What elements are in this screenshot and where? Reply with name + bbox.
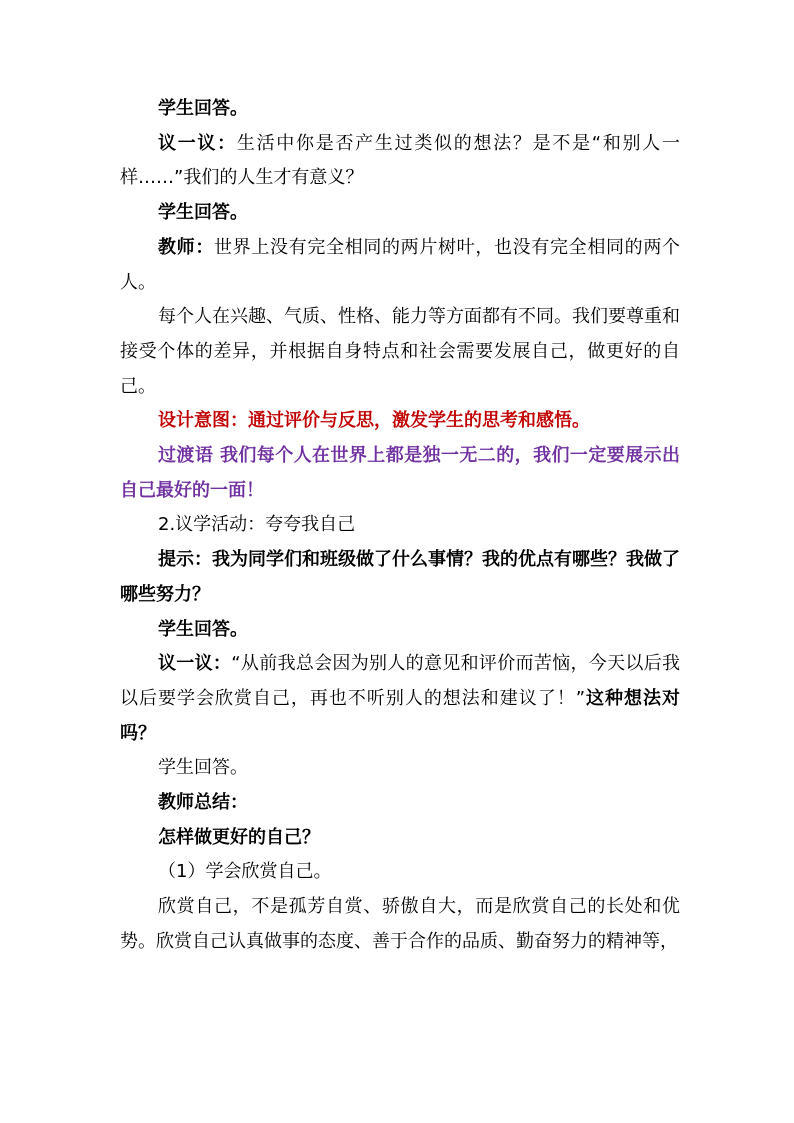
discussion-quote-2: “从前我总会因为别人的意见和评价而苦恼，今天以后我以后要学会欣赏自己，再也不听别人的想法和建议了！” bbox=[120, 653, 681, 709]
transition-remark: 过渡语 我们每个人在世界上都是独一无二的，我们一定要展示出自己最好的一面！ bbox=[120, 445, 680, 501]
teacher-paragraph bbox=[120, 231, 680, 300]
student-answer-1: 学生回答。 bbox=[158, 98, 248, 119]
student-answer-4: 学生回答。 bbox=[158, 757, 248, 779]
discussion-paragraph-1 bbox=[120, 127, 680, 196]
individual-difference-paragraph: 每个人在兴趣、气质、性格、能力等方面都有不同。我们要尊重和接受个体的差异，并根据自身特点和社会需要发展自己，做更好的自己。 bbox=[120, 306, 680, 397]
activity-heading: 2.议学活动：夸夸我自己 bbox=[158, 514, 356, 536]
teacher-label: 教师： bbox=[158, 236, 214, 258]
teacher-summary-heading: 教师总结： bbox=[158, 792, 248, 814]
discussion-paragraph-2 bbox=[120, 647, 680, 751]
discussion-text-1: 生活中你是否产生过类似的想法？是不是“和别人一样……”我们的人生才有意义？ bbox=[120, 132, 680, 189]
design-intent: 设计意图：通过评价与反思，激发学生的思考和感悟。 bbox=[158, 410, 590, 432]
student-answer-2: 学生回答。 bbox=[158, 202, 248, 224]
summary-point-1: （1）学会欣赏自己。 bbox=[158, 861, 332, 883]
discussion-label-1: 议一议： bbox=[158, 132, 237, 154]
appreciate-self-paragraph: 欣赏自己，不是孤芳自赏、骄傲自大，而是欣赏自己的长处和优势。欣赏自己认真做事的态度、善于合作的品质、勤奋努力的精神等， bbox=[120, 896, 680, 952]
prompt-paragraph: 提示：我为同学们和班级做了什么事情？我的优点有哪些？我做了哪些努力？ bbox=[120, 549, 680, 605]
discussion-label-2: 议一议： bbox=[158, 653, 232, 675]
discussion-question-2: 这种想法对吗？ bbox=[120, 687, 681, 744]
teacher-text: 世界上没有完全相同的两片树叶，也没有完全相同的两个人。 bbox=[120, 236, 680, 293]
student-answer-3: 学生回答。 bbox=[158, 618, 248, 640]
summary-question: 怎样做更好的自己？ bbox=[158, 826, 320, 848]
document-page bbox=[120, 92, 680, 960]
